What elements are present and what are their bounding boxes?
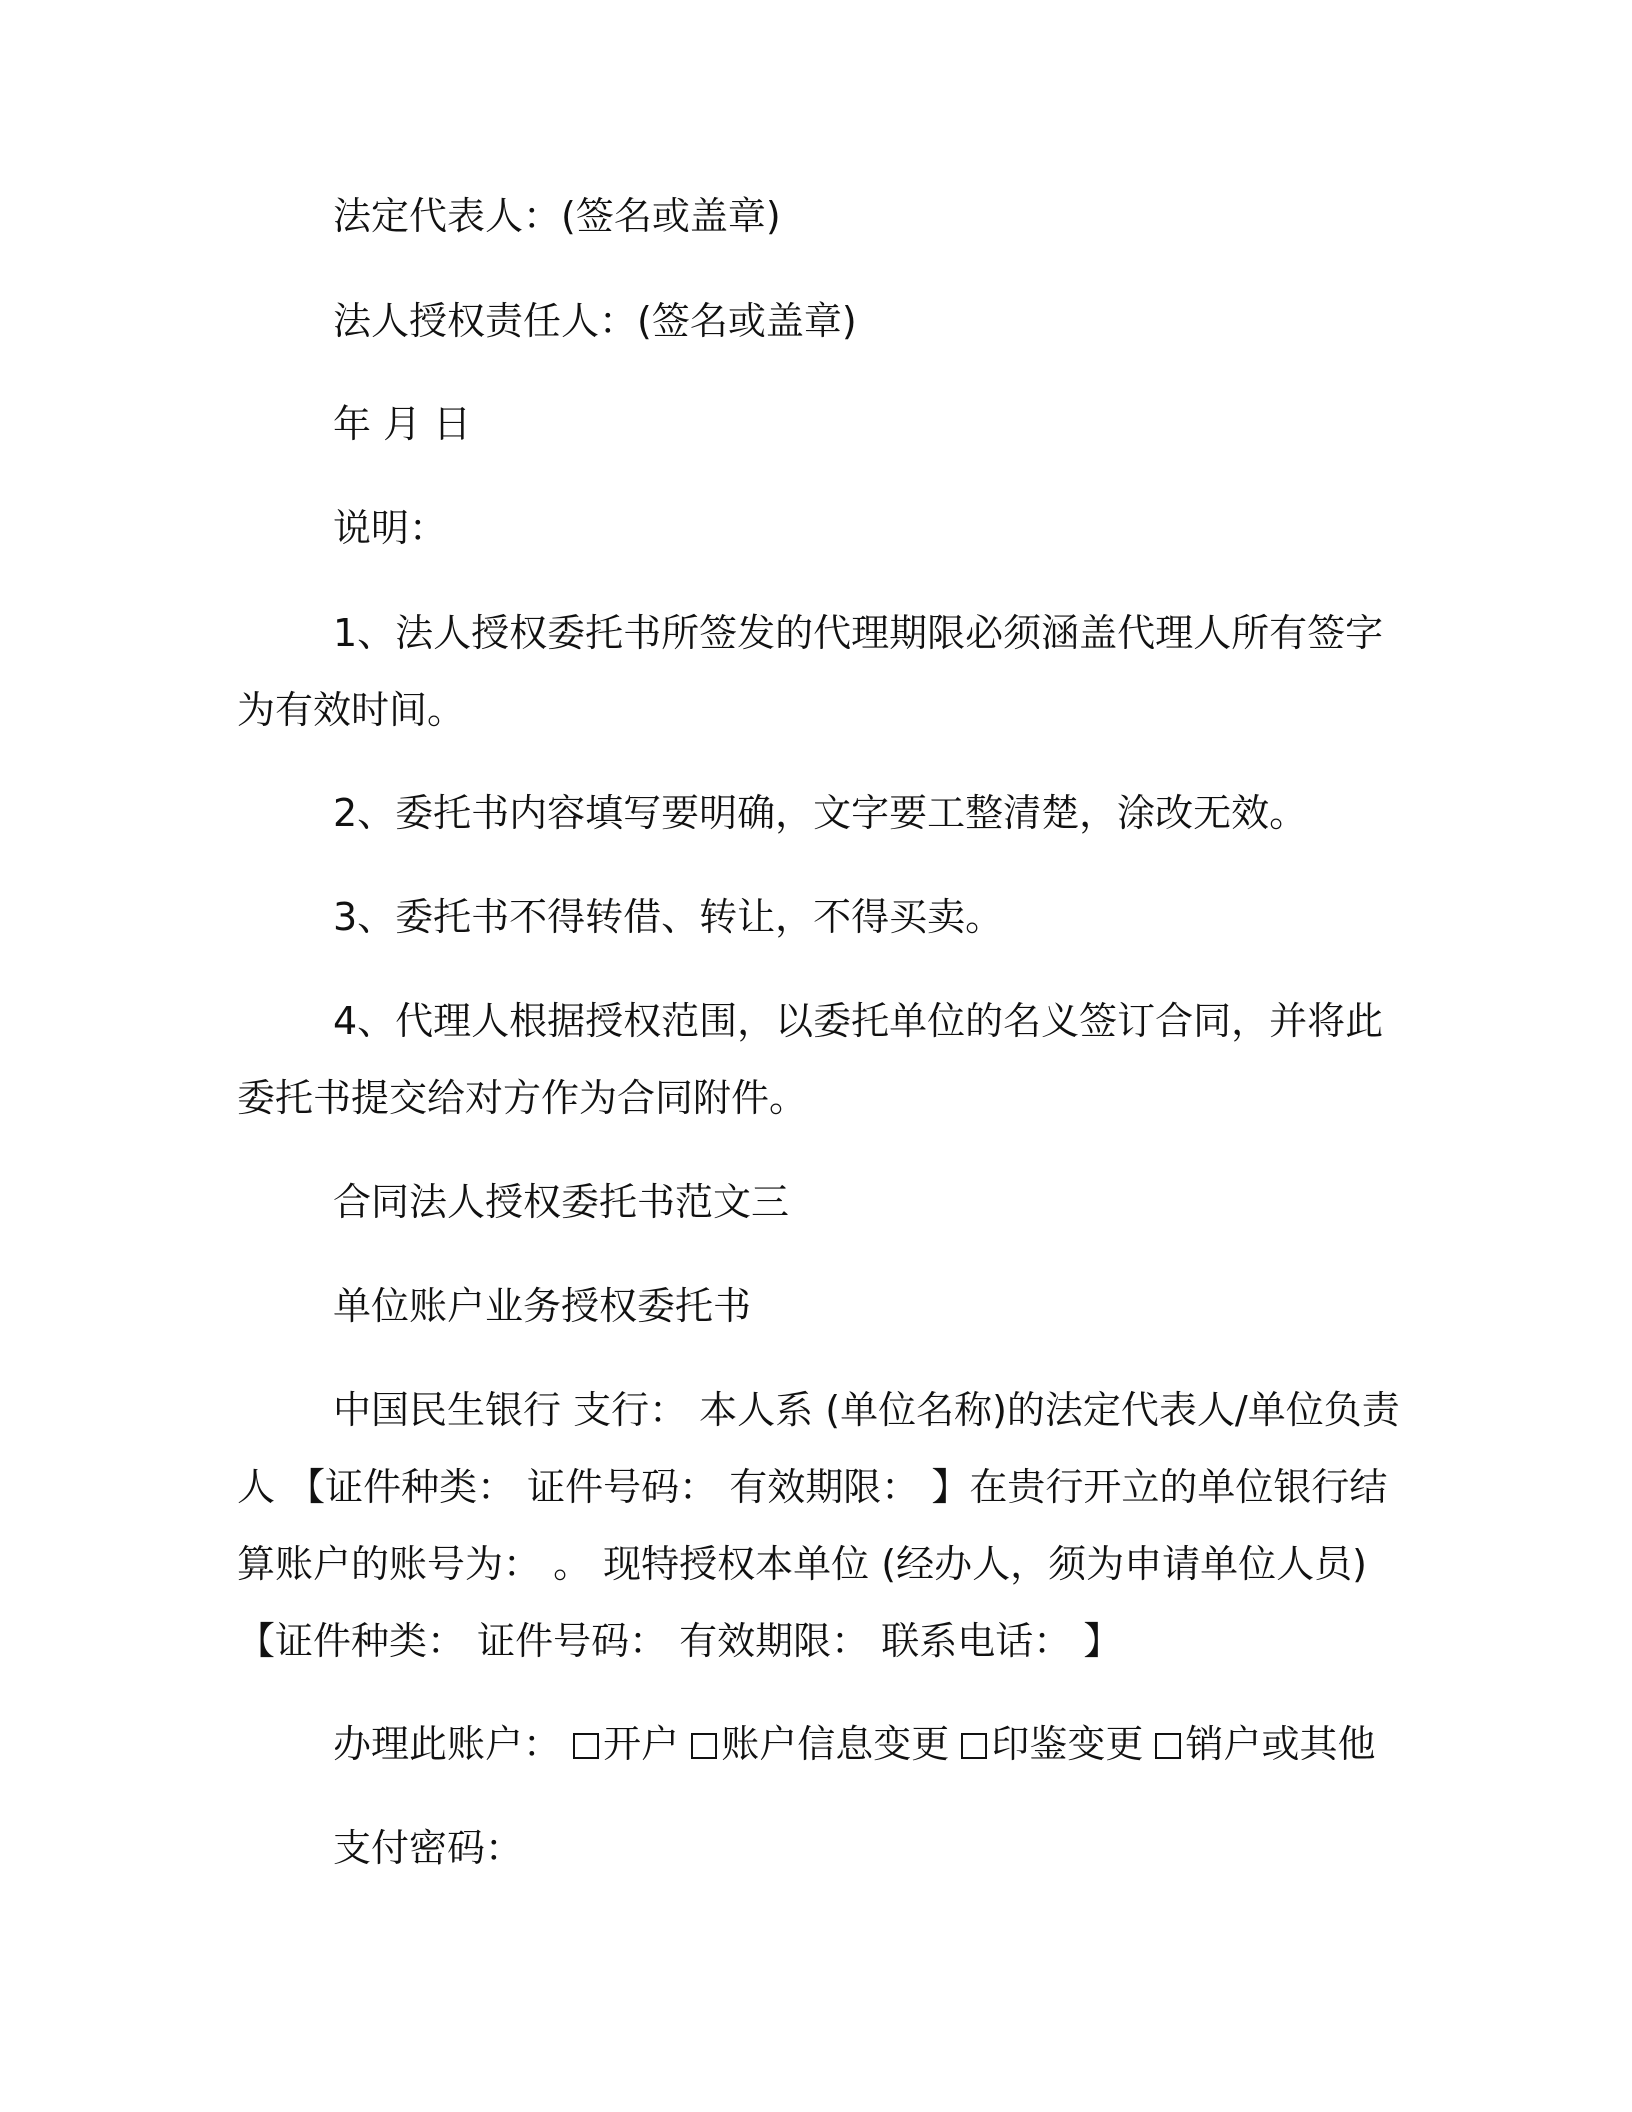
sample-subtitle: 单位账户业务授权委托书 bbox=[333, 1284, 752, 1328]
checkbox-icon[interactable] bbox=[573, 1733, 599, 1759]
handle-account-label: 办理此账户： bbox=[333, 1722, 562, 1766]
body-line-2: 人 【证件种类： 证件号码： 有效期限： 】在贵行开立的单位银行结 bbox=[237, 1465, 1388, 1509]
payment-password-label: 支付密码： bbox=[333, 1826, 524, 1870]
option-info-change: 账户信息变更 bbox=[721, 1722, 950, 1766]
sample-title: 合同法人授权委托书范文三 bbox=[333, 1180, 790, 1224]
note-item-3: 3、委托书不得转借、转让，不得买卖。 bbox=[333, 895, 1004, 939]
body-line-3: 算账户的账号为： 。 现特授权本单位 (经办人，须为申请单位人员) bbox=[237, 1542, 1367, 1586]
authorized-person-line: 法人授权责任人：(签名或盖章) bbox=[333, 299, 857, 343]
note-item-4-line-1: 4、代理人根据授权范围，以委托单位的名义签订合同，并将此 bbox=[333, 999, 1384, 1043]
body-line-1: 中国民生银行 支行： 本人系 (单位名称)的法定代表人/单位负责 bbox=[333, 1388, 1400, 1432]
option-close-or-other: 销户或其他 bbox=[1185, 1722, 1376, 1766]
checkbox-icon[interactable] bbox=[1155, 1733, 1181, 1759]
handle-account-line bbox=[333, 1718, 1375, 1770]
note-item-2: 2、委托书内容填写要明确，文字要工整清楚，涂改无效。 bbox=[333, 791, 1308, 835]
date-line: 年 月 日 bbox=[333, 402, 472, 446]
option-open: 开户 bbox=[603, 1722, 680, 1766]
note-title: 说明： bbox=[333, 506, 448, 550]
note-item-4-line-2: 委托书提交给对方作为合同附件。 bbox=[237, 1076, 808, 1120]
checkbox-icon[interactable] bbox=[691, 1733, 717, 1759]
note-item-1-line-2: 为有效时间。 bbox=[237, 688, 466, 732]
option-seal-change: 印鉴变更 bbox=[991, 1722, 1144, 1766]
note-item-1-line-1: 1、法人授权委托书所签发的代理期限必须涵盖代理人所有签字 bbox=[333, 611, 1384, 655]
body-line-4: 【证件种类： 证件号码： 有效期限： 联系电话： 】 bbox=[237, 1619, 1122, 1663]
checkbox-icon[interactable] bbox=[961, 1733, 987, 1759]
legal-rep-line: 法定代表人：(签名或盖章) bbox=[333, 194, 781, 238]
